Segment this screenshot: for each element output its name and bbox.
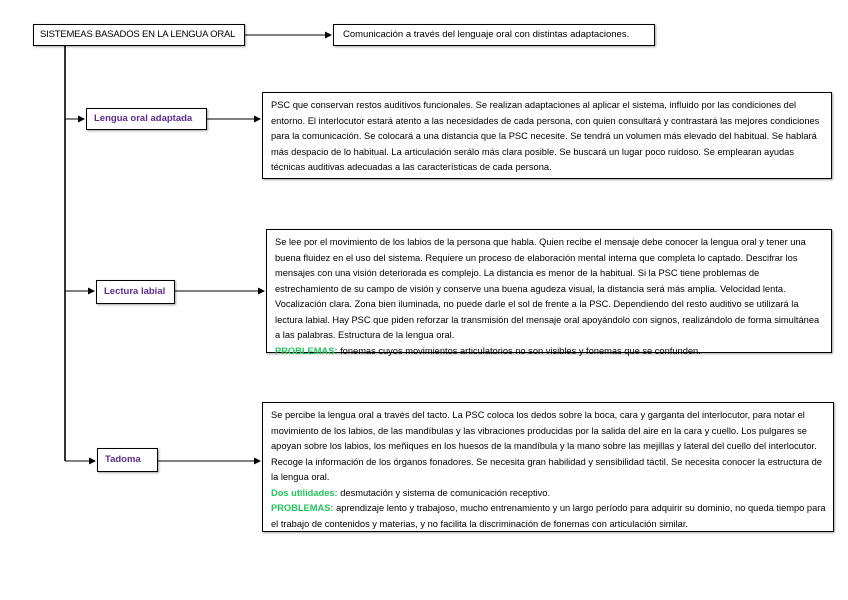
uses-text: desmutación y sistema de comunicación receptivo. bbox=[340, 487, 551, 498]
problems-label: PROBLEMAS: bbox=[271, 503, 334, 513]
branch-label-lengua-oral-adaptada: Lengua oral adaptada bbox=[86, 108, 207, 130]
detail-text: Se lee por el movimiento de los labios de la persona que habla. Quien recibe el mensaje debe conocer la lengua oral y tener una buena fluidez en el uso del sistema. Requiere un proceso de elaboración mental interna que completa lo captado. Descifrar los mensajes con una visión deteriorada es complejo. La distancia es menor de la habitual. Si la PSC tiene problemas de estrechamiento de su campo de visión y conserve una buena agudeza visual, la distancia será más amplia. Velocidad lenta. Vocalización clara. Zona bien iluminada, no puede darle el sol de frente a la PSC. Dependiendo del resto auditivo se utilizará la lectura labial. Hay PSC que piden reforzar la transmisión del mensaje oral apoyándolo con signos, realizándolo de forma simultánea a las palabras. Estructura de la lengua oral. bbox=[275, 237, 820, 340]
problems-text: fonemas cuyos movimientos articulatorios no son visibles y fonemas que se confunden. bbox=[340, 345, 701, 356]
problems-text: aprendizaje lento y trabajoso, mucho entrenamiento y un largo período para adquirir su dominio, no queda tiempo para el trabajo de contenidos y materias, y no facilita la discriminación de fonemas con articulación similar. bbox=[271, 503, 826, 529]
detail-text: PSC que conservan restos auditivos funcionales. Se realizan adaptaciones al aplicar el sistema, influido por las condiciones del entorno. El interlocutor estará atento a las necesidades de cada persona, con quien consultará y contrastará las mejores condiciones para la comunicación. Se colocará a una distancia que la PSC necesite. Se tendrá un volumen más elevado del habitual. Se hablará más despacio de lo habitual. La articulación serálo más clara posible. Se buscará un lugar poco ruidoso. Se emplearan ayudas técnicas auditivas adecuadas a las características de cada persona. bbox=[271, 100, 820, 172]
detail-lectura-labial bbox=[266, 229, 832, 356]
detail-tadoma bbox=[262, 402, 834, 532]
branch-label-tadoma: Tadoma bbox=[97, 448, 158, 472]
root-node: SISTEMEAS BASADOS EN LA LENGUA ORAL bbox=[33, 24, 245, 46]
problems-label: PROBLEMAS: bbox=[275, 345, 338, 356]
summary-node: Comunicación a través del lenguaje oral con distintas adaptaciones. bbox=[333, 24, 655, 46]
detail-lengua-oral-adaptada bbox=[262, 92, 832, 179]
branch-label-lectura-labial: Lectura labial bbox=[96, 280, 175, 304]
uses-label: Dos utilidades: bbox=[271, 487, 338, 498]
detail-text: Se percibe la lengua oral a través del tacto. La PSC coloca los dedos sobre la boca, cara y garganta del interlocutor, para notar el movimiento de los labios, de las mandíbulas y las vibraciones producidas por la salida del aire en la cara y cuello. Los pulgares se apoyan sobre los labios, los meñiques en los huesos de la mandíbula y la mano sobre las mejillas y lateral del cuello del interlocutor. Recoge la información de los órganos fonadores. Se necesita gran habilidad y sensibilidad táctil. Se necesita conocer la estructura de la lengua oral. bbox=[271, 410, 822, 482]
